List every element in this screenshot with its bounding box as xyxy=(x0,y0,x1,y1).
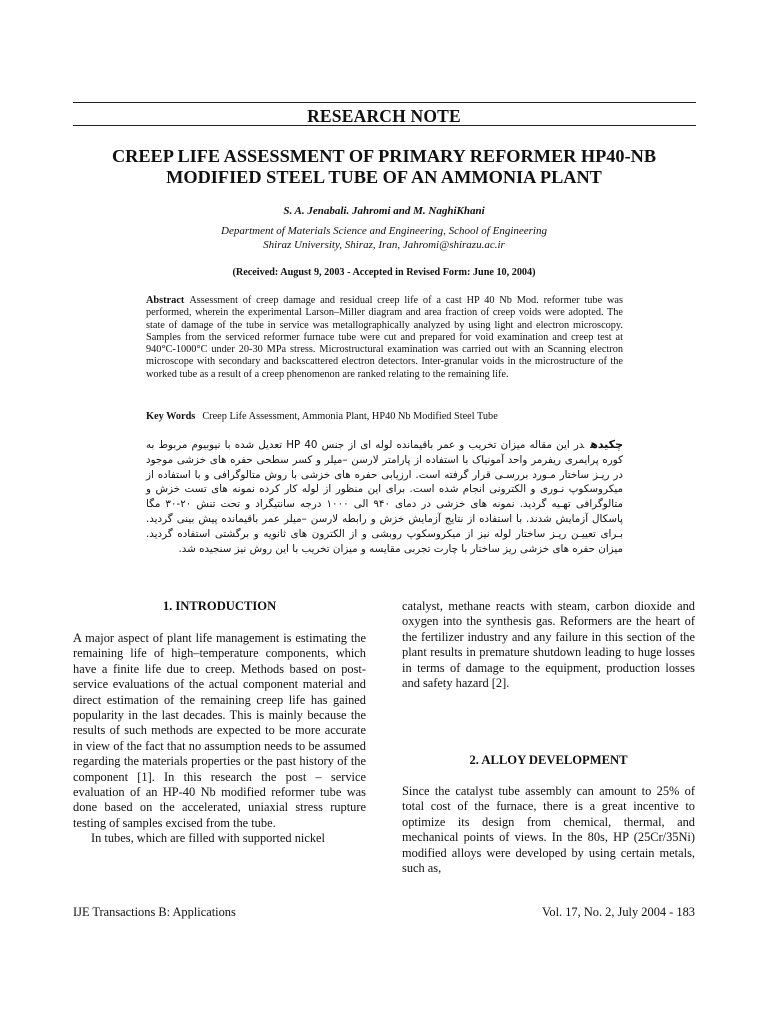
affiliation-line-1: Department of Materials Science and Engineering, School of Engineering xyxy=(221,225,547,237)
footer-journal: IJE Transactions B: Applications xyxy=(73,905,236,919)
alloy-development-heading: 2. ALLOY DEVELOPMENT xyxy=(469,753,628,767)
abstract-label: Abstract xyxy=(146,295,185,306)
alloy-paragraph-1: Since the catalyst tube assembly can amount to 25% of total cost of the furnace, there is a great incentive to optimize its design from chemical, thermal, and mechanical points of views. In the 80s, HP (25Cr/35Ni) modified alloys were developed by using certain metals, such as, xyxy=(402,784,695,876)
received-dates: (Received: August 9, 2003 - Accepted in Revised Form: June 10, 2004) xyxy=(232,267,536,278)
persian-abstract-label: چکیده xyxy=(590,438,623,451)
paper-affiliation xyxy=(60,224,708,252)
header-rule-top xyxy=(73,102,696,103)
keywords-label: Key Words xyxy=(146,411,196,422)
paper-title xyxy=(60,146,708,188)
intro-paragraph-1: A major aspect of plant life management is estimating the remaining life of high–temperature components, which have a finite life due to creep. Methods based on post-service evaluations of the actual component material and direct estimation of the remaining creep life has gained popularity in the last decades. This is mainly because the results of such methods are expected to be more accurate in view of the fact that no assumption needs to be assumed regarding the materials properties or the past history of the component [1]. In this research the post – service evaluation of an HP-40 Nb modified reformer tube was done based on the accelerated, uniaxial stress rupture testing of samples excised from the tube. xyxy=(73,631,366,830)
affiliation-line-2: Shiraz University, Shiraz, Iran, Jahromi@shirazu.ac.ir xyxy=(263,239,505,251)
persian-abstract xyxy=(146,438,623,556)
paper-authors: S. A. Jenabali. Jahromi and M. NaghiKhani xyxy=(283,205,485,217)
section-header-title: RESEARCH NOTE xyxy=(307,106,461,126)
keywords-text: Creep Life Assessment, Ammonia Plant, HP40 Nb Modified Steel Tube xyxy=(202,411,498,422)
keywords xyxy=(146,411,623,422)
persian-abstract-text: در این مقاله میزان تخریب و عمر باقیمانده لوله ای از جنس HP 40 تعدیل شده با نیوبیوم مربوط به کوره پرایمری ریفرمر واحد آمونیاک با استفاده از پارامتر لارسن –میلر و کسر سطحی حفره های خزشی موجود در ریـز ساختار مـورد بررسـی قرار گرفته است. ارزیابی حفره های خزشی با روش متالوگرافی و با استفاده از میکروسکوپ نـوری و الکترونی انجام شده است. برای این منظور از لوله کار کرده نمونه های تست خزش و متالوگرافی تهـیه گردید. نمونه های خزشی در دمای ۹۴۰ الی ۱۰۰۰ درجه سانتیگراد و تحت تنش ۲۰-۳۰ مگا پاسکال آزمایش شدند. با استفاده از نتایج آزمایش خزش و رابطه لارسن –میلر عمر باقیمانده پیش بینی گردید. بـرای تعییـن ریـز ساختار لوله نیز از میکروسکوپ روبشی و از الکترون های ثانویه و برگشتی استفاده گردید. میزان حفره های خزشی ریز ساختار با چارت تجربی مقایسه و میزان تخریب با این روش نیز سنجیده شد. xyxy=(146,439,623,555)
introduction-heading: 1. INTRODUCTION xyxy=(162,599,277,613)
left-column xyxy=(73,631,366,847)
right-paragraph-1: catalyst, methane reacts with steam, carbon dioxide and oxygen into the synthesis gas. Reformers are the heart of the fertilizer industry and any failure in this section of the plant results in premature shutdown leading to huge losses in terms of damage to the equipment, production losses and safety hazard [2]. xyxy=(402,599,695,691)
abstract xyxy=(146,295,623,381)
right-column xyxy=(402,599,695,691)
abstract-text: Assessment of creep damage and residual creep life of a cast HP 40 Nb Mod. reformer tube was performed, wherein the experimental Larson–Miller diagram and area fraction of creep voids were adopted. The state of damage of the tube in service was metallographically analyzed by using light and electron microscopy. Samples from the serviced reformer furnace tube were cut and prepared for void examination and creep test at 940°C-1000°C under 20-30 MPa stress. Microstructural examination was carried out with an Scanning electron microscope with secondary and backscattered electron detectors. Inter-granular voids in the microstructure of the worked tube as a result of a creep phenomenon are ranked relating to the remaining life. xyxy=(146,295,623,380)
paper-title-line-1: CREEP LIFE ASSESSMENT OF PRIMARY REFORMER HP40-NB xyxy=(111,146,657,166)
intro-paragraph-2: In tubes, which are filled with supported nickel xyxy=(91,831,325,846)
paper-title-line-2: MODIFIED STEEL TUBE OF AN AMMONIA PLANT xyxy=(166,167,602,187)
alloy-paragraph-wrap xyxy=(402,784,695,876)
footer-volume-page: Vol. 17, No. 2, July 2004 - 183 xyxy=(542,905,695,919)
